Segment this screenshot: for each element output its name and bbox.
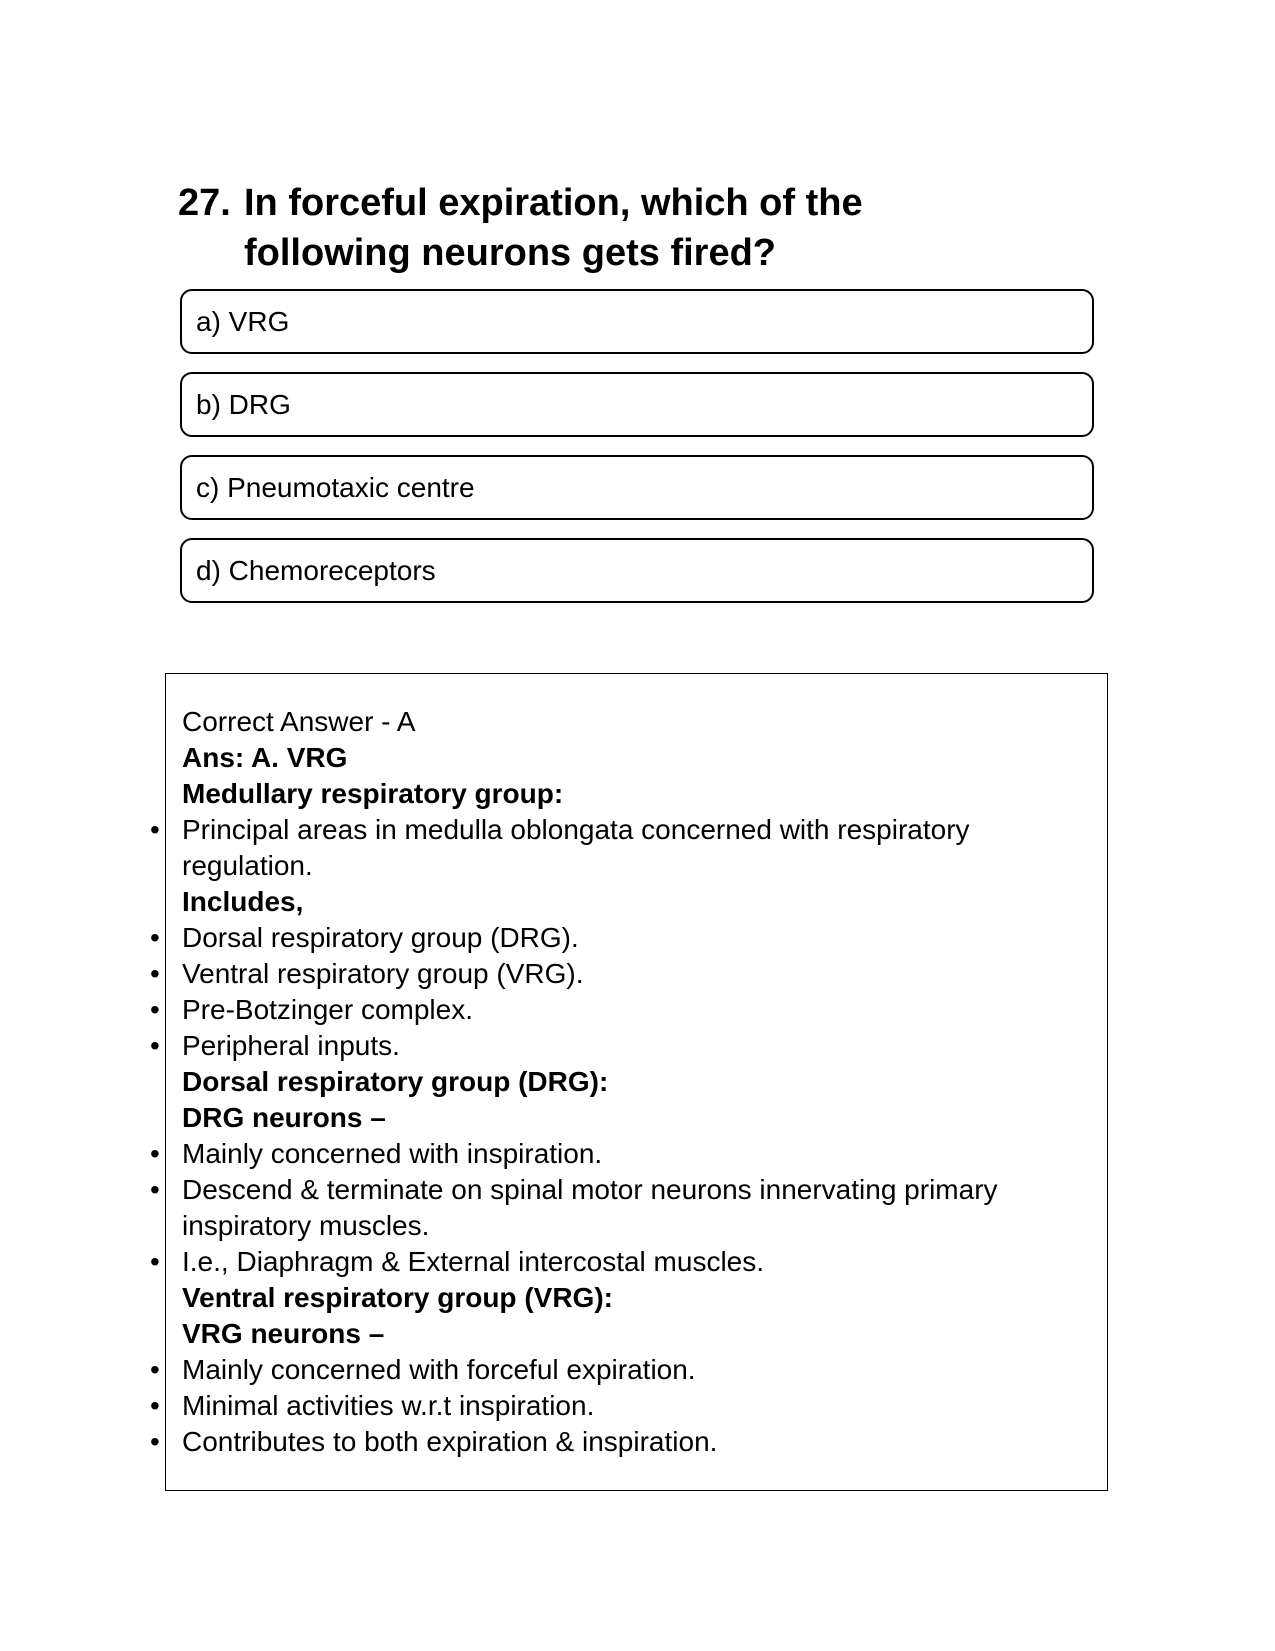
list-item-text: Descend & terminate on spinal motor neurons innervating primary inspiratory muscles. [182,1174,998,1241]
list-item-text: Mainly concerned with inspiration. [182,1138,603,1169]
drg-subheading: DRG neurons – [182,1102,386,1133]
list-item [150,992,1087,1028]
vrg-subheading: VRG neurons – [182,1318,385,1349]
list-item [150,1136,1087,1172]
list-item-text: I.e., Diaphragm & External intercostal muscles. [182,1246,765,1277]
list-item-text: Ventral respiratory group (VRG). [182,958,584,989]
list-item-text: Minimal activities w.r.t inspiration. [182,1390,595,1421]
bullet-icon: • [150,1426,160,1457]
list-item-text: Pre-Botzinger complex. [182,994,474,1025]
bullet-icon: • [150,958,160,989]
question-heading [178,178,938,278]
medullary-heading: Medullary respiratory group: [182,778,564,809]
list-item [150,1352,1087,1388]
option-b-label: b) DRG [196,389,291,420]
list-item [150,956,1087,992]
bullet-icon: • [150,994,160,1025]
bullet-icon: • [150,922,160,953]
question-number: 27. [178,182,231,224]
bullet-icon: • [150,1030,160,1061]
bullet-icon: • [150,1390,160,1421]
bullet-icon: • [150,814,160,845]
option-d-label: d) Chemoreceptors [196,555,436,586]
list-item [150,1028,1087,1064]
bullet-icon: • [150,1138,160,1169]
list-item [150,1244,1087,1280]
list-item-text: Dorsal respiratory group (DRG). [182,922,579,953]
list-item [150,812,1087,884]
list-item-text: Principal areas in medulla oblongata concerned with respiratory regulation. [182,814,970,881]
answer-explanation-box [150,673,1108,1491]
list-item-text: Peripheral inputs. [182,1030,400,1061]
option-b[interactable] [180,372,1094,437]
list-item [150,920,1087,956]
list-item-text: Contributes to both expiration & inspiration. [182,1426,718,1457]
list-item [150,1424,1087,1460]
option-c-label: c) Pneumotaxic centre [196,472,475,503]
option-d[interactable] [180,538,1094,603]
ans-line: Ans: A. VRG [182,742,348,773]
list-item-text: Mainly concerned with forceful expiration. [182,1354,696,1385]
option-a-label: a) VRG [196,306,290,337]
bullet-icon: • [150,1246,160,1277]
vrg-heading: Ventral respiratory group (VRG): [182,1282,613,1313]
option-a[interactable] [180,289,1094,354]
question-text: In forceful expiration, which of the following neurons gets fired? [244,182,863,274]
list-item [150,1388,1087,1424]
includes-heading: Includes, [182,886,304,917]
bullet-icon: • [150,1174,160,1205]
list-item [150,1172,1087,1244]
bullet-icon: • [150,1354,160,1385]
drg-heading: Dorsal respiratory group (DRG): [182,1066,609,1097]
correct-answer-line: Correct Answer - A [182,706,416,737]
answer-explanation [150,704,1087,1460]
option-c[interactable] [180,455,1094,520]
